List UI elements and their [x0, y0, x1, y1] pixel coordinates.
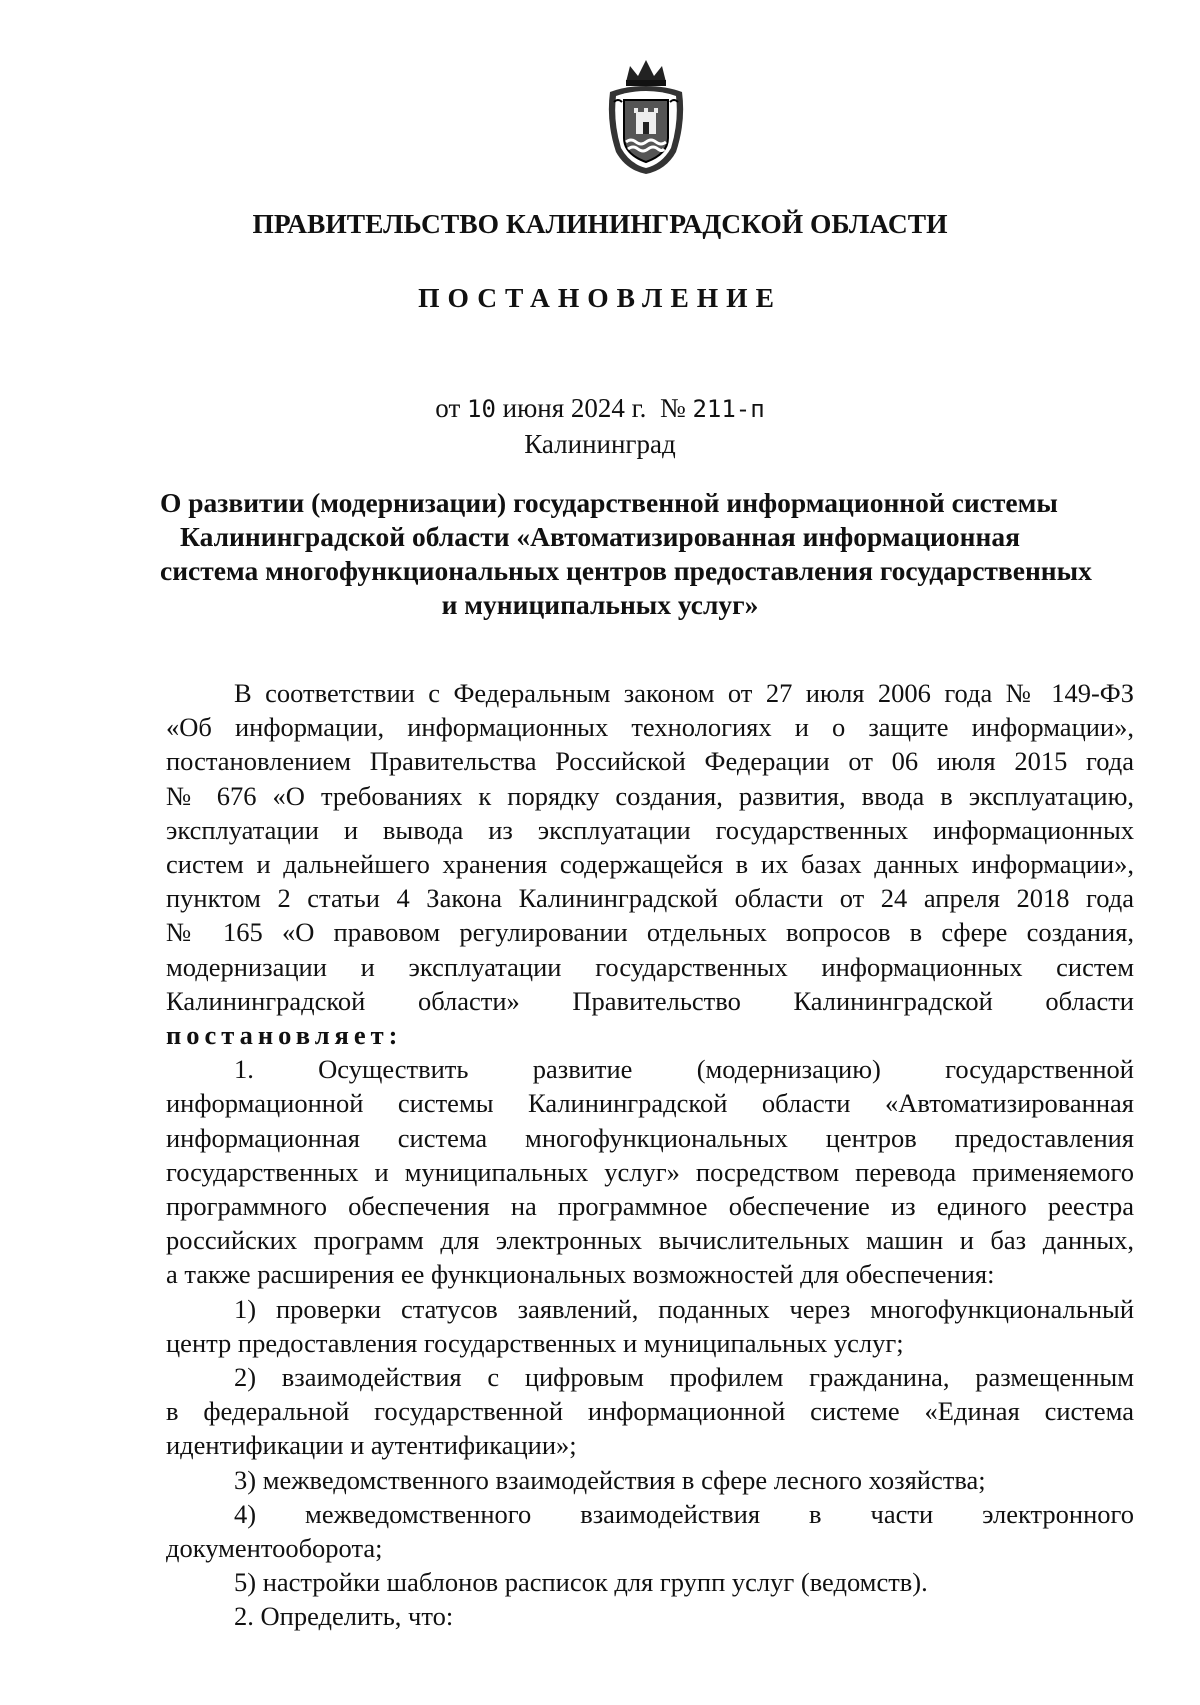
- coat-of-arms-emblem: [596, 52, 696, 176]
- date-prefix: от: [435, 393, 461, 423]
- document-number: 211-п: [692, 395, 765, 423]
- date-year: 2024 г.: [570, 393, 647, 423]
- subitem-4-line: документооборота;: [166, 1533, 383, 1564]
- subitem-2-line: идентификации и аутентификации»;: [166, 1430, 577, 1461]
- government-heading: ПРАВИТЕЛЬСТВО КАЛИНИНГРАДСКОЙ ОБЛАСТИ: [252, 208, 948, 239]
- item-1-line: а также расширения ее функциональных возможностей для обеспечения:: [166, 1259, 995, 1290]
- title-line: и муниципальных услуг»: [441, 589, 759, 620]
- subitem-2-line: 2) взаимодействия с цифровым профилем гражданина, размещенным: [234, 1362, 1134, 1393]
- subitem-3-line: 3) межведомственного взаимодействия в сфере лесного хозяйства;: [234, 1464, 986, 1495]
- item-1-line: российских программ для электронных вычислительных машин и баз данных,: [166, 1225, 1134, 1256]
- city-name: Калининград: [524, 429, 676, 459]
- subitem-4-line: 4) межведомственного взаимодействия в части электронного: [234, 1498, 1134, 1529]
- item-1-line: государственных и муниципальных услуг» посредством перевода применяемого: [166, 1156, 1134, 1187]
- subitem-5-line: 5) настройки шаблонов расписок для групп услуг (ведомств).: [234, 1567, 928, 1598]
- item-2-line: 2. Определить, что:: [234, 1601, 454, 1632]
- document-title: [160, 486, 1092, 622]
- document-body: [166, 676, 1134, 1634]
- preamble-line: Калининградской области» Правительство Калининградской области: [166, 985, 1134, 1016]
- preamble-line: № 165 «О правовом регулировании отдельных вопросов в сфере создания,: [166, 917, 1134, 948]
- item-1-line: информационная система многофункциональных центров предоставления: [166, 1122, 1134, 1153]
- date-number-line: [0, 393, 1200, 424]
- subitem-1-line: центр предоставления государственных и муниципальных услуг;: [166, 1327, 904, 1358]
- document-type-heading: ПОСТАНОВЛЕНИЕ: [418, 282, 782, 313]
- title-line: Калининградской области «Автоматизированная информационная: [180, 521, 1020, 552]
- item-1-line: информационной системы Калининградской области «Автоматизированная: [166, 1088, 1134, 1119]
- preamble-line: постановлением Правительства Российской Федерации от 06 июля 2015 года: [166, 746, 1134, 777]
- title-line: система многофункциональных центров предоставления государственных: [160, 555, 1092, 586]
- date-day: 10: [467, 395, 496, 423]
- title-line: О развитии (модернизации) государственной информационной системы: [160, 487, 1058, 518]
- preamble-line: эксплуатации и вывода из эксплуатации государственных информационных: [166, 814, 1134, 845]
- item-1-line: программного обеспечения на программное обеспечение из единого реестра: [166, 1191, 1134, 1222]
- preamble-line: модернизации и эксплуатации государственных информационных систем: [166, 951, 1134, 982]
- preamble-line: В соответствии с Федеральным законом от 27 июля 2006 года № 149-ФЗ: [234, 678, 1134, 708]
- date-month: июня: [502, 393, 565, 423]
- subitem-1-line: 1) проверки статусов заявлений, поданных через многофункциональный: [234, 1293, 1134, 1324]
- preamble-line: «Об информации, информационных технологиях и о защите информации»,: [166, 712, 1134, 743]
- coat-of-arms-icon: [596, 52, 696, 176]
- item-1-line: 1. Осуществить развитие (модернизацию) государственной: [234, 1054, 1134, 1085]
- preamble-line: систем и дальнейшего хранения содержащейся в их базах данных информации»,: [166, 849, 1134, 880]
- preamble-line: № 676 «О требованиях к порядку создания, развития, ввода в эксплуатацию,: [166, 780, 1134, 811]
- subitem-2-line: в федеральной государственной информационной системе «Единая система: [166, 1396, 1134, 1427]
- number-sign: №: [659, 393, 686, 423]
- resolves-word: постановляет:: [166, 1020, 403, 1051]
- preamble-line: пунктом 2 статьи 4 Закона Калининградской области от 24 апреля 2018 года: [166, 883, 1134, 914]
